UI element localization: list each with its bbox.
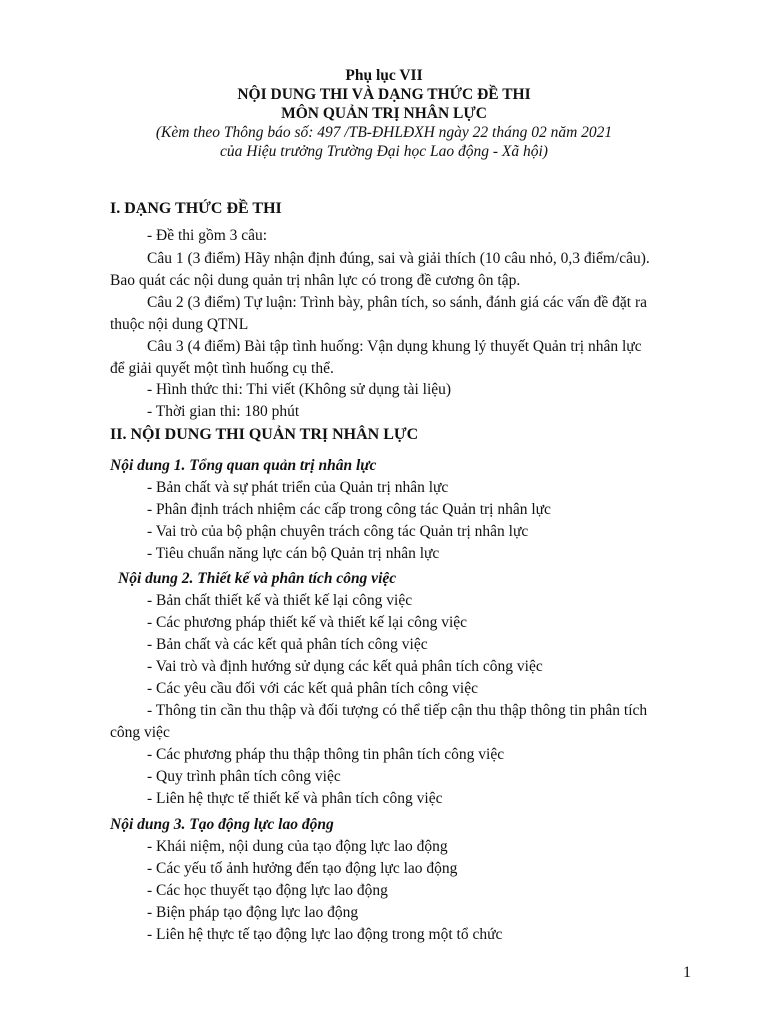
list-item: - Các phương pháp thu thập thông tin phân tích công việc xyxy=(147,746,505,763)
list-item: - Các học thuyết tạo động lực lao động xyxy=(147,882,388,899)
list-item: - Vai trò và định hướng sử dụng các kết quả phân tích công việc xyxy=(147,658,543,675)
list-item: - Khái niệm, nội dung của tạo động lực lao động xyxy=(147,838,448,855)
list-item: - Biện pháp tạo động lực lao động xyxy=(147,904,359,921)
content-title: Nội dung 3. Tạo động lực lao động xyxy=(110,816,334,833)
list-item: - Phân định trách nhiệm các cấp trong công tác Quản trị nhân lực xyxy=(147,501,551,518)
list-item: - Các yêu cầu đối với các kết quả phân tích công việc xyxy=(147,680,478,697)
list-item: - Vai trò của bộ phận chuyên trách công tác Quản trị nhân lực xyxy=(147,523,529,540)
list-item: - Đề thi gồm 3 câu: xyxy=(147,227,268,244)
reference-line: (Kèm theo Thông báo số: 497 /TB-ĐHLĐXH ngày 22 tháng 02 năm 2021 xyxy=(155,124,613,141)
paragraph-line: thuộc nội dung QTNL xyxy=(110,316,249,333)
list-item: - Liên hệ thực tế thiết kế và phân tích công việc xyxy=(147,790,443,807)
list-item: - Bản chất thiết kế và thiết kế lại công việc xyxy=(147,592,413,609)
paragraph-line: để giải quyết một tình huống cụ thể. xyxy=(110,360,334,377)
content-title: Nội dung 2. Thiết kế và phân tích công việc xyxy=(118,570,397,587)
subject-title: MÔN QUẢN TRỊ NHÂN LỰC xyxy=(281,105,487,122)
section-heading: I. DẠNG THỨC ĐỀ THI xyxy=(110,200,282,217)
paragraph-line: Câu 2 (3 điểm) Tự luận: Trình bày, phân tích, so sánh, đánh giá các vấn đề đặt ra xyxy=(147,294,647,311)
appendix-label: Phụ lục VII xyxy=(345,67,423,84)
list-item: - Các phương pháp thiết kế và thiết kế lại công việc xyxy=(147,614,468,631)
section-heading: II. NỘI DUNG THI QUẢN TRỊ NHÂN LỰC xyxy=(110,426,419,443)
list-item: - Liên hệ thực tế tạo động lực lao động trong một tổ chức xyxy=(147,926,503,943)
list-item: - Quy trình phân tích công việc xyxy=(147,768,341,785)
paragraph-line: Bao quát các nội dung quản trị nhân lực có trong đề cương ôn tập. xyxy=(110,272,521,289)
document-header xyxy=(0,66,768,161)
page-number: 1 xyxy=(683,964,691,981)
list-item: - Tiêu chuẩn năng lực cán bộ Quản trị nhân lực xyxy=(147,545,440,562)
list-item: - Các yếu tố ảnh hưởng đến tạo động lực lao động xyxy=(147,860,458,877)
list-item: - Bản chất và các kết quả phân tích công việc xyxy=(147,636,428,653)
paragraph-line: Câu 1 (3 điểm) Hãy nhận định đúng, sai và giải thích (10 câu nhỏ, 0,3 điểm/câu). xyxy=(147,250,650,267)
list-item: - Hình thức thi: Thi viết (Không sử dụng tài liệu) xyxy=(147,381,452,398)
list-item: - Bản chất và sự phát triển của Quản trị nhân lực xyxy=(147,479,449,496)
content-title: Nội dung 1. Tổng quan quản trị nhân lực xyxy=(110,457,377,474)
document-title: NỘI DUNG THI VÀ DẠNG THỨC ĐỀ THI xyxy=(237,86,531,103)
paragraph-line: Câu 3 (4 điểm) Bài tập tình huống: Vận dụng khung lý thuyết Quản trị nhân lực xyxy=(147,338,642,355)
list-item-continuation: công việc xyxy=(110,724,170,741)
list-item: - Thời gian thi: 180 phút xyxy=(147,403,300,420)
list-item: - Thông tin cần thu thập và đối tượng có thể tiếp cận thu thập thông tin phân tích xyxy=(147,702,648,719)
issuer-line: của Hiệu trưởng Trường Đại học Lao động - Xã hội) xyxy=(220,143,548,160)
